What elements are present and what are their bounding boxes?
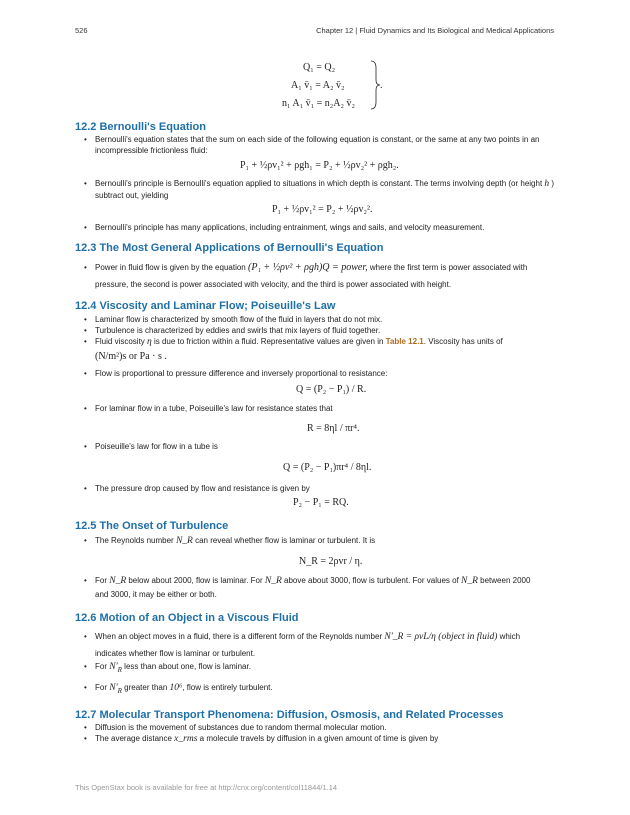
- table-12-1-link[interactable]: Table 12.1: [385, 337, 424, 346]
- section-heading-12-5: 12.5 The Onset of Turbulence: [75, 520, 229, 532]
- section-heading-12-3: 12.3 The Most General Applications of Bernoulli's Equation: [75, 242, 384, 254]
- bullet-text-continued: and 3000, it may be either or both.: [95, 590, 217, 599]
- bullet: •: [84, 536, 87, 545]
- bullet: •: [84, 442, 87, 451]
- equation-flow-continuity: Q₁ = Q₂: [303, 62, 336, 73]
- bullet-text: Power in fluid flow is given by the equation (P₁ + ½ρv² + ρgh)Q = power, where the first term is power associated with: [95, 262, 528, 273]
- page-number: 526: [75, 26, 88, 35]
- bullet: •: [84, 662, 87, 671]
- bullet: •: [84, 315, 87, 324]
- bullet-text-continued: pressure, the second is power associated with velocity, and the third is power associated with height.: [95, 280, 452, 289]
- bullet-text: Turbulence is characterized by eddies and swirls that mix layers of fluid together.: [95, 326, 381, 335]
- bullet: •: [84, 683, 87, 692]
- equation-poiseuille-resistance: R = 8ηl / πr⁴.: [307, 423, 360, 434]
- equation-area-velocity: A₁ v̄₁ = A₂ v̄₂: [291, 80, 345, 91]
- bullet-text: Laminar flow is characterized by smooth flow of the fluid in layers that do not mix.: [95, 315, 383, 324]
- equation-pressure-drop: P₂ − P₁ = RQ.: [293, 497, 349, 508]
- bullet: •: [84, 369, 87, 378]
- bullet: •: [84, 723, 87, 732]
- bullet-text: Bernoulli's principle has many applications, including entrainment, wings and sails, and velocity measurement.: [95, 223, 485, 232]
- equation-multi-vessel: n₁ A₁ v̄₁ = n₂A₂ v̄₂: [282, 98, 355, 109]
- bullet-text: For laminar flow in a tube, Poiseuille's law for resistance states that: [95, 404, 333, 413]
- equation-bernoulli: P₁ + ½ρv₁² + ρgh₁ = P₂ + ½ρv₂² + ρgh₂.: [240, 160, 399, 171]
- section-heading-12-2: 12.2 Bernoulli's Equation: [75, 121, 206, 133]
- equation-bernoulli-principle: P₁ + ½ρv₁² = P₂ + ½ρv₂².: [272, 204, 373, 215]
- bullet-text: Bernoulli's equation states that the sum on each side of the following equation is constant, or the same at any two points in an incompressible frictionless fluid:: [95, 135, 540, 155]
- bullet-text: Bernoulli's principle is Bernoulli's equation applied to situations in which depth is constant. The terms involving depth (or height h ) subtract out, yielding: [95, 179, 555, 200]
- equation-flow-rate: Q = (P₂ − P₁) / R.: [296, 384, 367, 395]
- bullet: •: [84, 576, 87, 585]
- bullet: •: [84, 179, 87, 188]
- bullet-text: The average distance x_rms a molecule travels by diffusion in a given amount of time is given by: [95, 734, 439, 744]
- bullet: •: [84, 734, 87, 743]
- equation-poiseuille-flow: Q = (P₂ − P₁)πr⁴ / 8ηl.: [283, 462, 372, 473]
- bullet-text: The pressure drop caused by flow and resistance is given by: [95, 484, 310, 493]
- power-equation: (P₁ + ½ρv² + ρgh)Q = power,: [248, 262, 368, 273]
- reynolds-object-equation: N′_R = ρvL/η (object in fluid): [384, 632, 498, 642]
- footer-note: This OpenStax book is available for free at http://cnx.org/content/col11844/1.14: [75, 783, 338, 792]
- bullet-text: For $N'_R$ less than about one, flow is laminar.: [95, 662, 251, 674]
- section-heading-12-6: 12.6 Motion of an Object in a Viscous Fluid: [75, 612, 299, 624]
- bullet: •: [84, 263, 87, 272]
- bullet: •: [84, 632, 87, 641]
- equation-period: .: [380, 80, 383, 91]
- bullet-text: Poiseuille's law for flow in a tube is: [95, 442, 218, 451]
- viscosity-units: (N/m²)s or Pa · s .: [95, 351, 167, 362]
- bullet: •: [84, 135, 87, 144]
- equation-reynolds-number: N_R = 2ρvr / η.: [299, 556, 363, 567]
- bullet-text: The Reynolds number N_R can reveal whether flow is laminar or turbulent. It is: [95, 536, 376, 546]
- bullet: •: [84, 404, 87, 413]
- bullet-text: For $N'_R$ greater than 10⁶, flow is entirely turbulent.: [95, 683, 273, 695]
- bullet-text: Flow is proportional to pressure difference and inversely proportional to resistance:: [95, 369, 388, 378]
- bullet-text: Fluid viscosity η is due to friction within a fluid. Representative values are given in Table 12.1. Viscosity has units of: [95, 337, 503, 347]
- section-heading-12-4: 12.4 Viscosity and Laminar Flow; Poiseuille's Law: [75, 300, 336, 312]
- right-brace: [370, 60, 380, 110]
- bullet: •: [84, 326, 87, 335]
- bullet: •: [84, 337, 87, 346]
- bullet-text: When an object moves in a fluid, there is a different form of the Reynolds number N′_R = ρvL/η (object in fluid) which: [95, 632, 521, 642]
- bullet: •: [84, 484, 87, 493]
- bullet-text-continued: indicates whether flow is laminar or turbulent.: [95, 649, 256, 658]
- bullet-text: For N_R below about 2000, flow is laminar. For N_R above about 3000, flow is turbulent. For values of N_R between 2000: [95, 576, 531, 586]
- section-heading-12-7: 12.7 Molecular Transport Phenomena: Diffusion, Osmosis, and Related Processes: [75, 709, 504, 721]
- bullet-text: Diffusion is the movement of substances due to random thermal molecular motion.: [95, 723, 387, 732]
- bullet: •: [84, 223, 87, 232]
- chapter-title: Chapter 12 | Fluid Dynamics and Its Biological and Medical Applications: [316, 26, 554, 35]
